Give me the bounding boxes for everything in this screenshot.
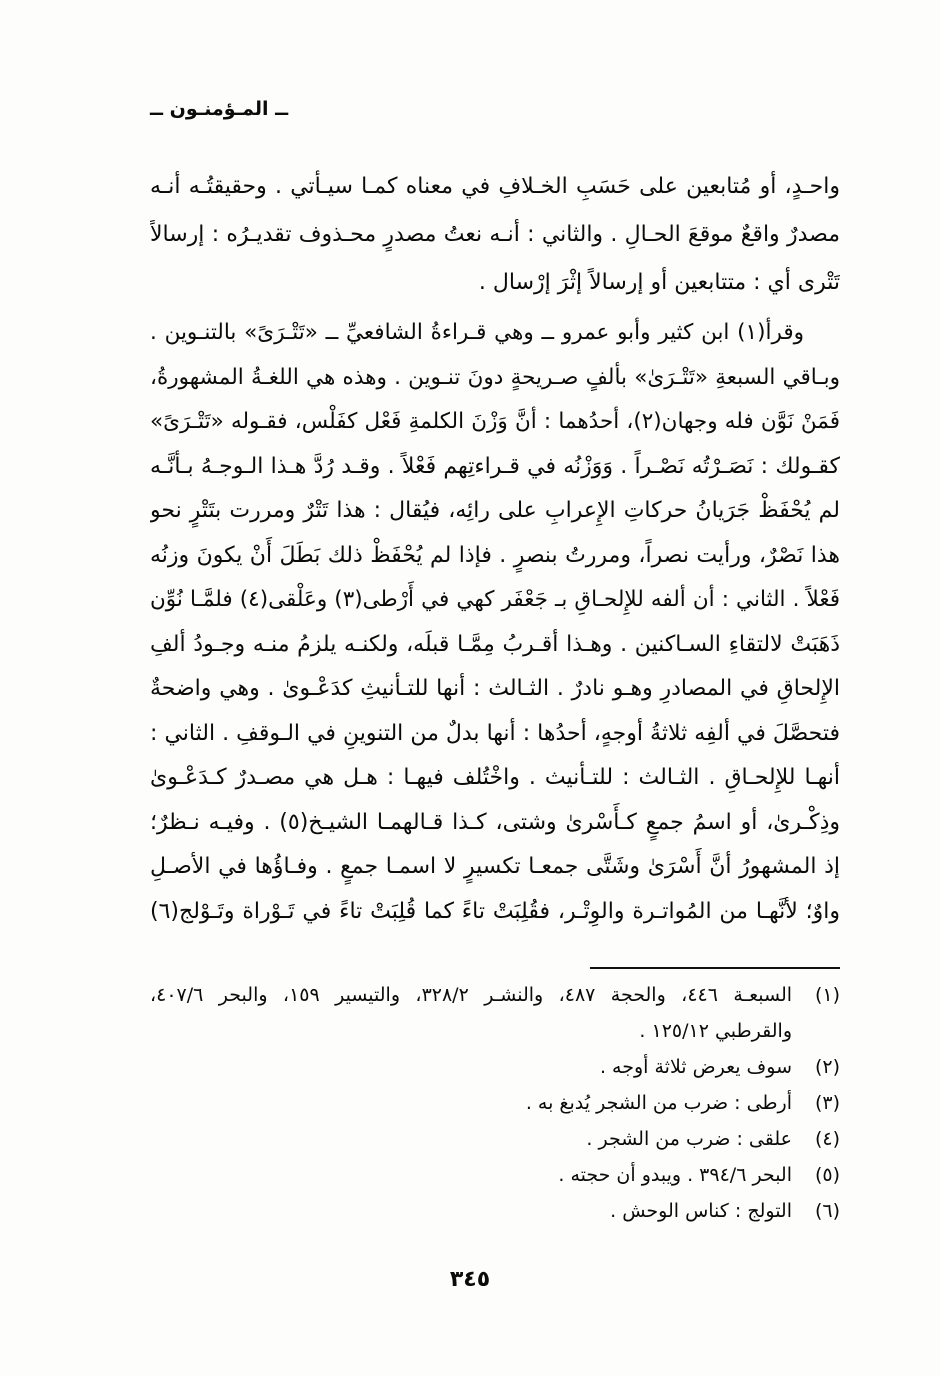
footnote-text: السبعـة ٤٤٦، والحجة ٤٨٧، والنشـر ٣٢٨/٢، والتيسير ١٥٩، والبحر ٤٠٧/٦،	[150, 984, 792, 1006]
body-line: أنهـا للإِلحـاقِ . الثـالث : للتـأنيث . واخْتُلف فيهـا : هـل هي مصـدرٌ كـدَعْـوىٰ	[150, 765, 840, 790]
body-line: وقرأ(١) ابن كثير وأبو عمرو ــ وهي قـراءةُ الشافعيِّ ــ «تَتْـرَىً» بالتنـوين .	[150, 320, 804, 345]
footnote-number: (٥)	[814, 1164, 840, 1186]
page-number: ٣٤٥	[449, 1267, 491, 1292]
paragraph	[150, 163, 840, 307]
footnote	[150, 1121, 840, 1157]
body-line: لم يُحْفَظْ جَرَيانُ حركاتِ الإِعرابِ على رائِه، فيُقال : هذا تَتْرٌ ومررت بتَتْرٍ نحو	[150, 498, 840, 523]
footnotes	[150, 977, 840, 1229]
body-line: هذا نَصْرٌ، ورأيت نصراً، ومررتُ بنصرٍ . فإذا لم يُحْفَظْ ذلك بَطَلَ أَنْ يكونَ وزنُه	[150, 542, 840, 568]
running-title: ــ المـؤمنـون ــ	[150, 98, 289, 120]
body-line: فتحصَّلَ في ألفِه ثلاثةُ أوجهٍ، أحدُها : أنها بدلٌ من التنوينِ في الـوقفِ . الثاني :	[150, 720, 840, 746]
footnote-number: (٦)	[814, 1200, 840, 1222]
footnote-number: (٤)	[814, 1128, 840, 1150]
footnote-text: علقى : ضرب من الشجر .	[586, 1128, 792, 1150]
footnote	[150, 977, 840, 1013]
footnote-number: (١)	[814, 984, 840, 1006]
footnote-text: سوف يعرض ثلاثة أوجه .	[599, 1056, 792, 1078]
body-line: وذِكْـرىٰ، أو اسمُ جمعٍ كـأَسْرىٰ وشتى، كـذا قـالهمـا الشيـخ(٥) . وفيـه نـظرٌ؛	[150, 809, 840, 835]
footnote	[150, 1085, 840, 1121]
footnote-separator	[590, 967, 840, 969]
body-line: تَتْرى أي : متتابعين أو إرسالاً إثْرَ إرْسال .	[478, 270, 840, 295]
body-line: وبـاقي السبعةِ «تَتْـرَىٰ» بألفٍ صـريحةٍ دونَ تنـوين . وهذه هي اللغـةُ المشهورةُ،	[150, 364, 840, 390]
body-line: واحـدٍ، أو مُتابعين على حَسَبِ الخـلافِ في معناه كمـا سيـأتي . وحقيقتُـه أنـه	[150, 174, 840, 199]
footnote-number: (٣)	[814, 1092, 840, 1114]
footnote	[150, 1193, 840, 1229]
body-line: فَمَنْ نَوَّن فله وجهان(٢)، أحدُهما : أنَّ وَزْنَ الكلمةِ فَعْل كفَلْس، فقـوله «تَتْـرَىً»	[150, 409, 840, 434]
body-line: واوٌ؛ لأنَّهـا من المُواتـرة والوِتْـر، فقُلِبَتْ تاءً كما قُلِبَتْ تاءً في تَـوْراة وتَـوْلج(٦)	[150, 898, 840, 924]
body-line: إذ المشهورُ أنَّ أَسْرَىٰ وشَتَّى جمعـا تكسيرٍ لا اسمـا جمعٍ . وفـاؤُها في الأصـلِ	[150, 854, 840, 879]
body-line: فَعْلاً . الثاني : أن ألفه للإِلحـاقِ بـ جَعْفَر كهي في أَرْطى(٣) وعَلْقى(٤) فلمَّـا نُوِّن	[150, 587, 840, 612]
footnote-text: البحر ٣٩٤/٦ . ويبدو أن حجته .	[558, 1164, 792, 1186]
body-line: الإِلحاقِ في المصادرِ وهـو نادرٌ . الثـالث : أنها للتـأنيثِ كدَعْـوىٰ . وهي واضحةٌ	[150, 676, 840, 701]
body-line: كقـولك : نَصَـرْتُه نَصْـراً . وَوَزْنُه في قـراءتِهم فَعْلاً . وقـد رُدَّ هـذا الـوجـهُ بـأنَّـه	[150, 453, 840, 479]
footnote	[150, 1157, 840, 1193]
footnote-text: التولج : كناس الوحش .	[610, 1200, 792, 1222]
footnote-number: (٢)	[814, 1056, 840, 1078]
footnote-text: والقرطبي ١٢٥/١٢ .	[639, 1020, 792, 1042]
paragraph	[150, 311, 840, 934]
footnote-continuation	[150, 1013, 840, 1049]
footnote	[150, 1049, 840, 1085]
body-line: مصدرٌ واقعٌ موقعَ الحـالِ . والثاني : أنـه نعتُ مصدرٍ محـذوف تقديـرُه : إرسالاً	[150, 222, 840, 247]
footnote-text: أرطى : ضرب من الشجر يُدبغ به .	[525, 1092, 792, 1114]
body-line: ذَهَبَتْ لالتقاءِ السـاكنين . وهـذا أقـربُ مِمَّـا قبلَه، ولكنـه يلزمُ منـه وجـودُ ألفِ	[150, 631, 840, 657]
